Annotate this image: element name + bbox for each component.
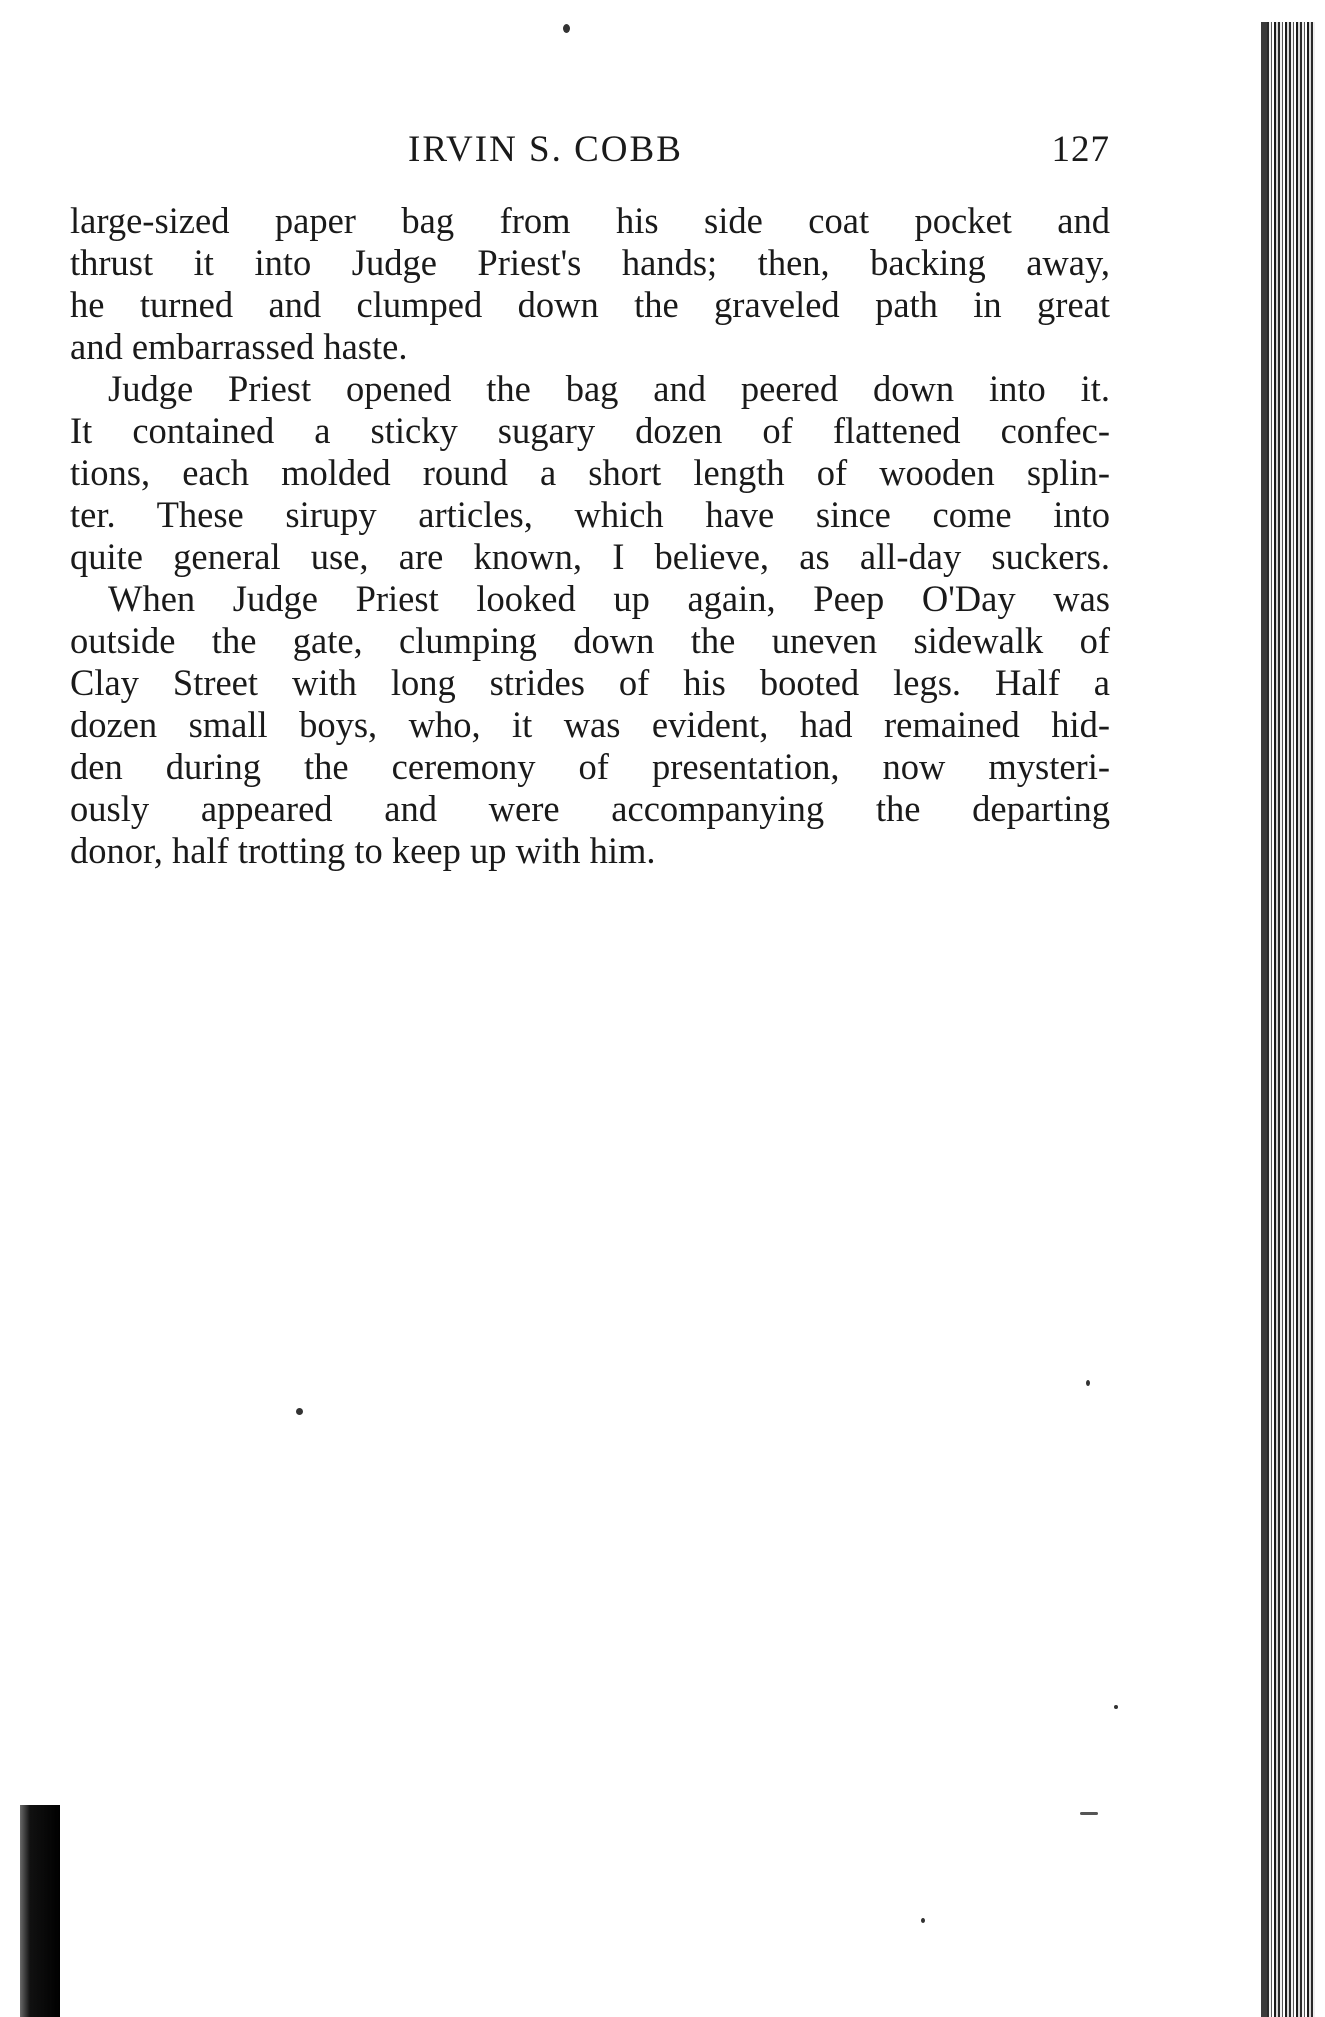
text-line: thrust it into Judge Priest's hands; then, backing away, [70, 242, 1110, 283]
scan-speck [296, 1408, 303, 1415]
text-line: ously appeared and were accompanying the departing [70, 788, 1110, 829]
text-line: tions, each molded round a short length of wooden splin- [70, 452, 1110, 493]
text-line: den during the ceremony of presentation, now mysteri- [70, 746, 1110, 787]
body-text [70, 200, 1110, 872]
scan-mark [20, 1805, 60, 2017]
text-line: dozen small boys, who, it was evident, had remained hid- [70, 704, 1110, 745]
text-line: large-sized paper bag from his side coat pocket and [70, 200, 1110, 241]
scan-speck [921, 1918, 925, 1923]
text-line: It contained a sticky sugary dozen of flattened confec- [70, 410, 1110, 451]
text-line: Judge Priest opened the bag and peered down into it. [108, 368, 1110, 409]
text-line: and embarrassed haste. [70, 326, 408, 367]
scan-speck [563, 24, 570, 33]
scan-speck [1114, 1705, 1118, 1709]
text-line: Clay Street with long strides of his booted legs. Half a [70, 662, 1110, 703]
text-line: ter. These sirupy articles, which have since come into [70, 494, 1110, 535]
binding-edge [1267, 22, 1315, 2017]
text-line: quite general use, are known, I believe, as all-day suckers. [70, 536, 1110, 577]
scan-speck [1086, 1380, 1090, 1386]
text-line: outside the gate, clumping down the uneven sidewalk of [70, 620, 1110, 661]
text-line: he turned and clumped down the graveled path in great [70, 284, 1110, 325]
page-number: 127 [1051, 129, 1110, 170]
text-line: donor, half trotting to keep up with him. [70, 830, 656, 871]
scan-speck [1080, 1812, 1098, 1815]
running-head [70, 128, 1110, 178]
running-title: IRVIN S. COBB [408, 129, 683, 170]
text-line: When Judge Priest looked up again, Peep O'Day was [108, 578, 1110, 619]
